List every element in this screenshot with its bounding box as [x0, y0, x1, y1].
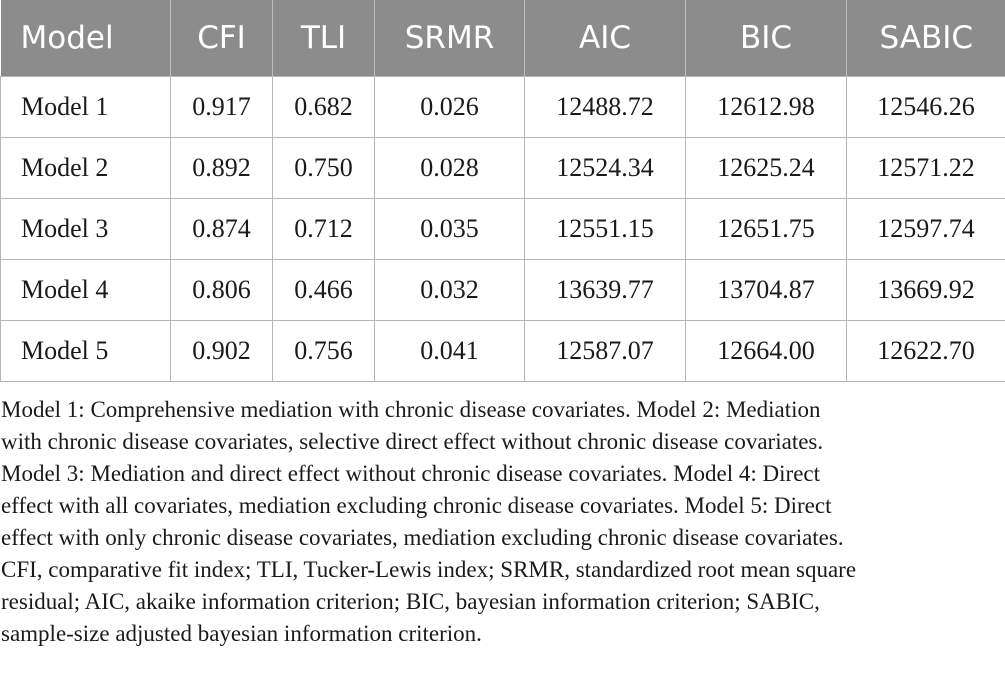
footnote-line: with chronic disease covariates, selective direct effect without chronic disease covariates. [1, 429, 824, 454]
footnote-line: Model 3: Mediation and direct effect without chronic disease covariates. Model 4: Direct [1, 461, 821, 486]
cell-tli: 0.712 [273, 198, 375, 259]
cell-cfi: 0.806 [171, 259, 273, 320]
header-cfi: CFI [171, 0, 273, 76]
table-header [1, 0, 1005, 76]
cell-model: Model 3 [1, 198, 171, 259]
cell-sabic: 12622.70 [847, 320, 1005, 381]
header-tli: TLI [273, 0, 375, 76]
table-row [1, 259, 1005, 320]
cell-srmr: 0.035 [375, 198, 525, 259]
cell-sabic: 12546.26 [847, 76, 1005, 137]
table-row [1, 76, 1005, 137]
footnote-line: Model 1: Comprehensive mediation with chronic disease covariates. Model 2: Mediation [1, 397, 821, 422]
cell-aic: 12488.72 [525, 76, 686, 137]
cell-srmr: 0.028 [375, 137, 525, 198]
cell-aic: 13639.77 [525, 259, 686, 320]
cell-bic: 12664.00 [686, 320, 847, 381]
header-sabic: SABIC [847, 0, 1005, 76]
footnote-line: sample-size adjusted bayesian information criterion. [1, 621, 482, 646]
cell-cfi: 0.892 [171, 137, 273, 198]
cell-sabic: 13669.92 [847, 259, 1005, 320]
table-row [1, 320, 1005, 381]
cell-model: Model 2 [1, 137, 171, 198]
cell-cfi: 0.917 [171, 76, 273, 137]
table-row [1, 137, 1005, 198]
cell-sabic: 12571.22 [847, 137, 1005, 198]
cell-bic: 13704.87 [686, 259, 847, 320]
cell-bic: 12651.75 [686, 198, 847, 259]
cell-bic: 12612.98 [686, 76, 847, 137]
header-model: Model [20, 19, 114, 56]
cell-aic: 12524.34 [525, 137, 686, 198]
header-row [1, 0, 1005, 76]
cell-srmr: 0.026 [375, 76, 525, 137]
cell-bic: 12625.24 [686, 137, 847, 198]
cell-srmr: 0.032 [375, 259, 525, 320]
cell-srmr: 0.041 [375, 320, 525, 381]
cell-aic: 12551.15 [525, 198, 686, 259]
header-aic: AIC [525, 0, 686, 76]
table-body [1, 76, 1005, 381]
cell-tli: 0.756 [273, 320, 375, 381]
footnote-line: residual; AIC, akaike information criterion; BIC, bayesian information criterion; SABIC, [1, 589, 820, 614]
cell-tli: 0.750 [273, 137, 375, 198]
footnote-line: CFI, comparative fit index; TLI, Tucker-Lewis index; SRMR, standardized root mean square [1, 557, 857, 582]
footnote-line: effect with only chronic disease covariates, mediation excluding chronic disease covariates. [1, 525, 844, 550]
footnote-line: effect with all covariates, mediation excluding chronic disease covariates. Model 5: Direct [1, 493, 832, 518]
table-row [1, 198, 1005, 259]
cell-tli: 0.466 [273, 259, 375, 320]
cell-model: Model 5 [1, 320, 171, 381]
cell-model: Model 4 [1, 259, 171, 320]
header-bic: BIC [686, 0, 847, 76]
cell-aic: 12587.07 [525, 320, 686, 381]
table-footnote [1, 394, 1001, 650]
header-srmr: SRMR [375, 0, 525, 76]
cell-cfi: 0.874 [171, 198, 273, 259]
cell-model: Model 1 [1, 76, 171, 137]
cell-sabic: 12597.74 [847, 198, 1005, 259]
cell-tli: 0.682 [273, 76, 375, 137]
cell-cfi: 0.902 [171, 320, 273, 381]
